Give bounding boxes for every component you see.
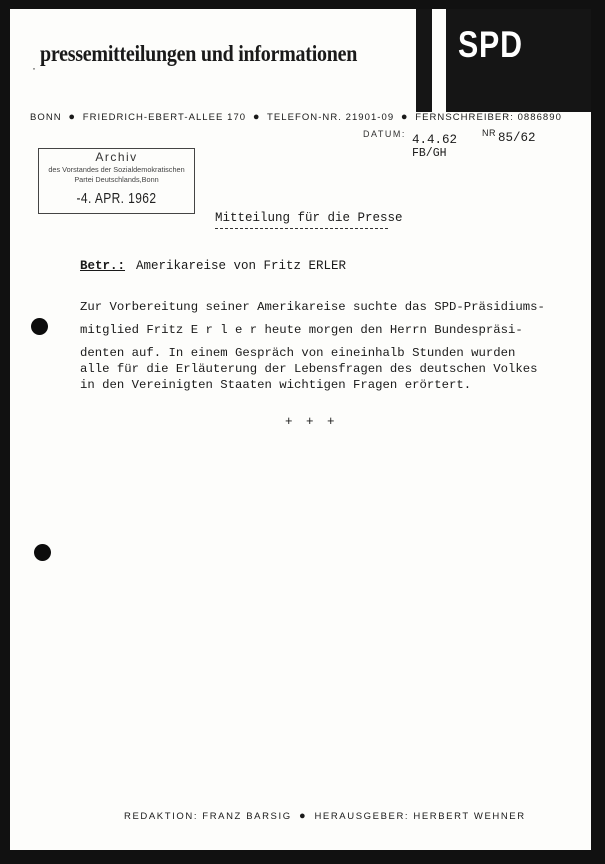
author-initials: FB/GH xyxy=(412,147,447,160)
heading-underline xyxy=(215,228,388,229)
address-phone: TELEFON-NR. 21901-09 xyxy=(267,112,395,123)
separator-dot: ● xyxy=(68,111,77,123)
body-line-3: denten auf. In einem Gespräch von eineinhalb Stunden wurden xyxy=(80,346,516,360)
stamp-line-1: des Vorstandes der Sozialdemokratischen xyxy=(48,165,185,174)
stamp-line-2: Partei Deutschlands,Bonn xyxy=(74,175,159,184)
stamp-title: Archiv xyxy=(95,150,138,164)
subject-text: Amerikareise von Fritz ERLER xyxy=(136,259,347,273)
body-line-4: alle für die Erläuterung der Lebensfragen des deutschen Volkes xyxy=(80,362,538,376)
press-release-heading: Mitteilung für die Presse xyxy=(215,211,403,225)
separator-dot: ● xyxy=(298,810,308,822)
footer-credits xyxy=(124,810,526,822)
header-bullet: · xyxy=(32,61,36,75)
address-street: FRIEDRICH-EBERT-ALLEE 170 xyxy=(82,112,247,123)
address-line xyxy=(30,111,562,123)
subject-label: Betr.: xyxy=(80,259,126,273)
datum-value: 4.4.62 xyxy=(412,133,458,147)
masthead-title: pressemitteilungen und informationen xyxy=(40,41,358,66)
separator-dot: ● xyxy=(252,111,261,123)
body-line-1: Zur Vorbereitung seiner Amerikareise suchte das SPD-Präsidiums- xyxy=(80,300,545,314)
archive-stamp xyxy=(38,148,195,214)
datum-label: DATUM: xyxy=(363,129,406,139)
stamp-date: -4. APR. 1962 xyxy=(76,190,157,207)
address-city: BONN xyxy=(30,112,62,123)
end-mark: + + + xyxy=(285,415,338,429)
logo-stripe xyxy=(432,9,446,112)
body-line-5: in den Vereinigten Staaten wichtigen Fragen erörtert. xyxy=(80,378,472,392)
spd-logo-text: SPD xyxy=(458,24,523,65)
punch-hole-lower xyxy=(34,544,51,561)
separator-dot: ● xyxy=(400,111,409,123)
nr-label: NR xyxy=(482,128,496,138)
address-telex: FERNSCHREIBER: 0886890 xyxy=(415,112,562,123)
body-line-2: mitglied Fritz E r l e r heute morgen den Herrn Bundespräsi- xyxy=(80,323,523,337)
footer-redaktion: REDAKTION: FRANZ BARSIG xyxy=(124,811,292,822)
punch-hole-upper xyxy=(31,318,48,335)
footer-herausgeber: HERAUSGEBER: HERBERT WEHNER xyxy=(314,811,526,822)
nr-value: 85/62 xyxy=(498,131,536,145)
